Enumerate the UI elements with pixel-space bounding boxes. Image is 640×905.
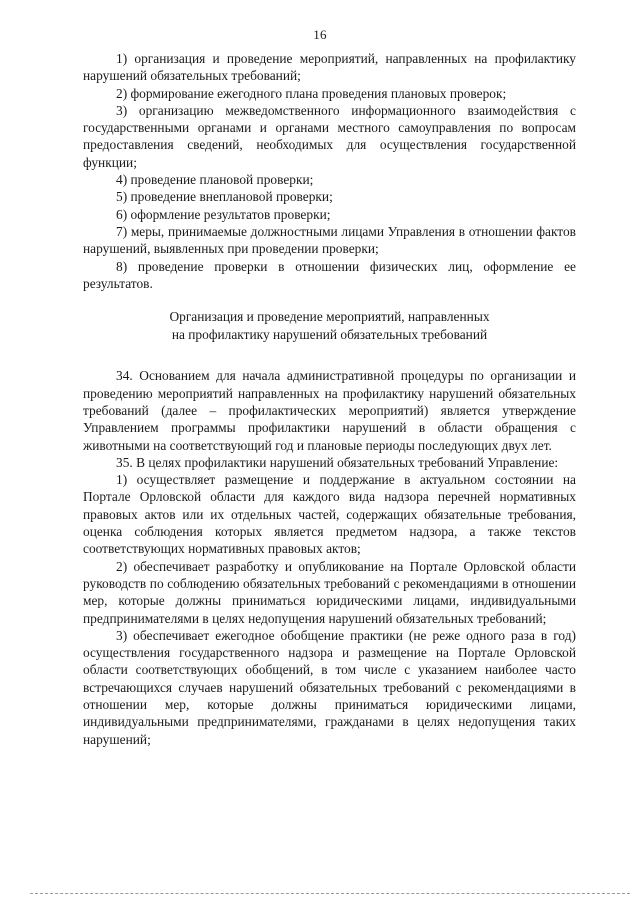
page-body <box>83 50 576 748</box>
list-item: 3) организацию межведомственного информационного взаимодействия с государственными органами и органами местного самоуправления по вопросам предоставления сведений, необходимых для осуществления государственной функции; <box>83 102 576 170</box>
paragraph-35: 35. В целях профилактики нарушений обязательных требований Управление: <box>116 454 559 470</box>
subitem-1: 1) осуществляет размещение и поддержание в актуальном состоянии на Портале Орловской области для каждого вида надзора перечней нормативных правовых актов или их отдельных частей, содержащих обязательные требования, оценка соблюдения которых является предметом надзора, а также текстов соответствующих нормативных правовых актов; <box>83 472 576 557</box>
scan-bottom-edge <box>30 893 630 894</box>
subitem-3: 3) обеспечивает ежегодное обобщение практики (не реже одного раза в год) осуществления государственного надзора и размещение на Портале Орловской области соответствующих обобщений, в том числе с указанием наиболее часто встречающихся случаев нарушений обязательных требований с рекомендациями в отношении мер, которые должны приниматься юридическими лицами, индивидуальными предпринимателями, гражданами в целях недопущения таких нарушений; <box>83 627 576 747</box>
subitem-2: 2) обеспечивает разработку и опубликование на Портале Орловской области руководств по соблюдению обязательных требований с рекомендациями в отношении мер, которые должны приниматься юридическими лицами, индивидуальными предпринимателями в целях недопущения нарушений обязательных требований; <box>83 558 576 626</box>
list-item: 1) организация и проведение мероприятий, направленных на профилактику нарушений обязательных требований; <box>83 51 576 84</box>
list-item: 4) проведение плановой проверки; <box>116 172 314 188</box>
list-item: 7) меры, принимаемые должностными лицами Управления в отношении фактов нарушений, выявленных при проведении проверки; <box>83 223 576 257</box>
list-item: 2) формирование ежегодного плана проведения плановых проверок; <box>116 85 507 101</box>
section-heading-line: на профилактику нарушений обязательных требований <box>171 326 488 342</box>
paragraph-34: 34. Основанием для начала административной процедуры по организации и проведению мероприятий направленных на профилактику нарушений обязательных требований (далее – профилактических мероприятий) является утверждение Управлением программы профилактики нарушений в области обращения с животными на соответствующий год и плановые периоды последующих двух лет. <box>83 368 576 453</box>
spacer <box>83 292 576 308</box>
section-heading <box>83 308 576 343</box>
section-heading-line: Организация и проведение мероприятий, направленных <box>169 309 490 325</box>
spacer <box>83 343 576 367</box>
page-number: 16 <box>313 27 327 42</box>
list-item: 8) проведение проверки в отношении физических лиц, оформление ее результатов. <box>83 258 576 291</box>
list-item: 6) оформление результатов проверки; <box>116 206 331 222</box>
list-item: 5) проведение внеплановой проверки; <box>116 189 333 205</box>
